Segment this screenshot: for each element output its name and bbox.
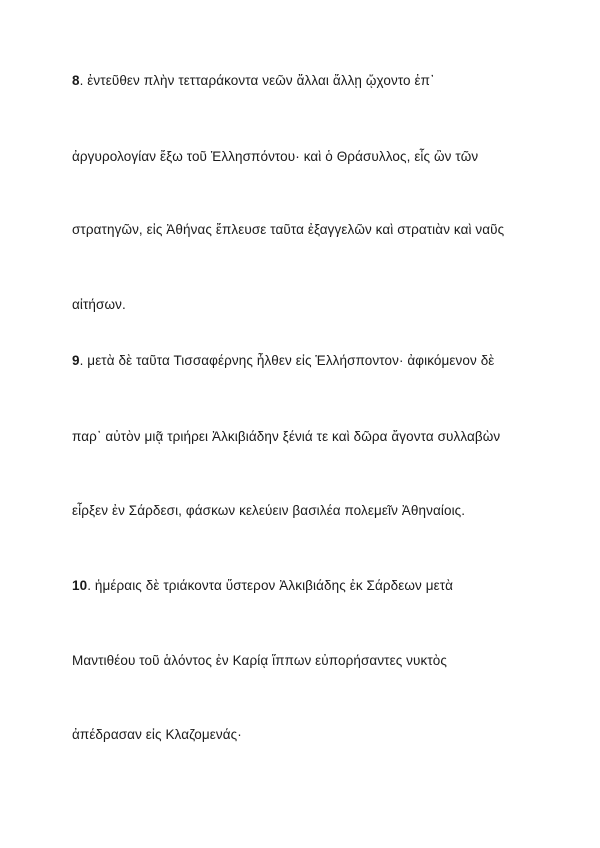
paragraph-8-line-2: ἀργυρολογίαν ἔξω τοῦ Ἑλλησπόντου· καὶ ὁ Θράσυλλος, εἷς ὢν τῶν (72, 149, 479, 164)
section-number-10: 10 (72, 578, 88, 593)
paragraph-9-line-1 (72, 352, 494, 370)
paragraph-8-line-3: στρατηγῶν, εἰς Ἀθήνας ἔπλευσε ταῦτα ἐξαγγελῶν καὶ στρατιὰν καὶ ναῦς (72, 222, 505, 237)
paragraph-10-text-1: . ἡμέραις δὲ τριάκοντα ὕστερον Ἀλκιβιάδης ἐκ Σάρδεων μετὰ (87, 578, 454, 593)
paragraph-10-line-1 (72, 577, 453, 595)
section-number-9: 9 (72, 353, 80, 368)
paragraph-9-line-3: εἷρξεν ἐν Σάρδεσι, φάσκων κελεύειν βασιλέα πολεμεῖν Ἀθηναίοις. (72, 503, 466, 518)
paragraph-8-line-4: αἰτήσων. (72, 297, 126, 312)
paragraph-9-line-2: παρ᾽ αὐτὸν μιᾷ τριήρει Ἀλκιβιάδην ξένιά τε καὶ δῶρα ἄγοντα συλλαβὼν (72, 429, 501, 444)
paragraph-8-text-1: . ἐντεῦθεν πλὴν τετταράκοντα νεῶν ἄλλαι ἄλλῃ ᾤχοντο ἐπ᾽ (79, 73, 435, 88)
paragraph-8-line-1 (72, 72, 435, 90)
paragraph-9-text-1: . μετὰ δὲ ταῦτα Τισσαφέρνης ἦλθεν εἰς Ἑλλήσποντον· ἀφικόμενον δὲ (79, 353, 495, 368)
paragraph-10-line-2: Μαντιθέου τοῦ ἁλόντος ἐν Καρίᾳ ἵππων εὐπορήσαντες νυκτὸς (72, 653, 448, 668)
section-number-8: 8 (72, 73, 80, 88)
paragraph-10-line-3: ἀπέδρασαν εἰς Κλαζομενάς· (72, 727, 242, 742)
